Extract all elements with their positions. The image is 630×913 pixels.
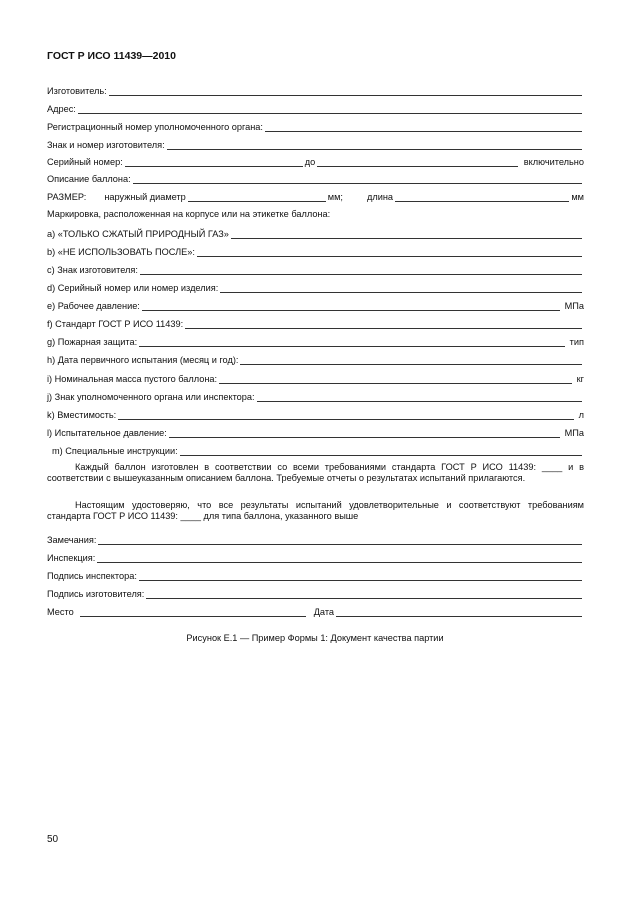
marking-item-g bbox=[47, 335, 584, 347]
authority-reg-row bbox=[47, 120, 584, 132]
cylinder-desc-label: Описание баллона: bbox=[47, 174, 131, 184]
compliance-paragraph bbox=[47, 462, 584, 484]
manufacturer-signature-label: Подпись изготовителя: bbox=[47, 589, 145, 599]
marking-intro: Маркировка, расположенная на корпусе или на этикетке баллона: bbox=[47, 209, 331, 219]
marking-item-j bbox=[47, 390, 584, 402]
marking-unit-e: МПа bbox=[564, 301, 584, 311]
marking-label-d: d) Серийный номер или номер изделия: bbox=[47, 283, 219, 293]
compliance-text: Каждый баллон изготовлен в соответствии со всеми требованиями стандарта ГОСТ Р ИСО 11439: ____ и в соответствии с вышеуказанным описанием баллона. Требуемые отчеты о результатах испытаний прилагаются. bbox=[47, 462, 584, 483]
marking-unit-g: тип bbox=[569, 337, 584, 347]
manufacturer-mark-label: Знак и номер изготовителя: bbox=[47, 140, 165, 150]
document-header: ГОСТ Р ИСО 11439—2010 bbox=[47, 50, 176, 62]
size-label: РАЗМЕР: bbox=[47, 192, 87, 202]
serial-row bbox=[47, 155, 584, 167]
marking-label-a: a) «ТОЛЬКО СЖАТЫЙ ПРИРОДНЫЙ ГАЗ» bbox=[47, 229, 229, 239]
marking-unit-l: МПа bbox=[564, 428, 584, 438]
marking-label-e: e) Рабочее давление: bbox=[47, 301, 140, 311]
outer-diameter-field[interactable] bbox=[188, 192, 326, 202]
serial-to-label: до bbox=[304, 157, 316, 167]
marking-field-e[interactable] bbox=[142, 301, 560, 311]
figure-caption: Рисунок Е.1 — Пример Формы 1: Документ качества партии bbox=[186, 633, 444, 643]
mm-unit-2: мм bbox=[571, 192, 584, 202]
marking-item-a bbox=[47, 227, 584, 239]
address-row bbox=[47, 102, 584, 114]
size-row bbox=[47, 190, 584, 202]
remarks-label: Замечания: bbox=[47, 535, 97, 545]
marking-label-j: j) Знак уполномоченного органа или инспектора: bbox=[47, 392, 255, 402]
marking-item-f bbox=[47, 317, 584, 329]
mm-unit-1: мм; bbox=[327, 192, 343, 202]
cylinder-desc-row bbox=[47, 172, 584, 184]
marking-field-i[interactable] bbox=[219, 374, 572, 384]
marking-field-d[interactable] bbox=[220, 283, 582, 293]
manufacturer-mark-row bbox=[47, 138, 584, 150]
marking-item-i bbox=[47, 372, 584, 384]
marking-field-h[interactable] bbox=[240, 355, 582, 365]
inspection-field[interactable] bbox=[97, 553, 582, 563]
date-label: Дата bbox=[313, 607, 335, 617]
marking-label-m: m) Специальные инструкции: bbox=[52, 446, 178, 456]
date-field[interactable] bbox=[336, 607, 582, 617]
marking-field-g[interactable] bbox=[139, 337, 564, 347]
marking-field-m[interactable] bbox=[180, 446, 582, 456]
address-field[interactable] bbox=[78, 104, 582, 114]
inspector-signature-field[interactable] bbox=[139, 571, 582, 581]
certification-text: Настоящим удостоверяю, что все результаты испытаний удовлетворительные и соответствуют требованиям стандарта ГОСТ Р ИСО 11439: ____ для типа баллона, указанного выше bbox=[47, 500, 584, 521]
marking-label-g: g) Пожарная защита: bbox=[47, 337, 138, 347]
place-label: Место bbox=[47, 607, 74, 617]
length-field[interactable] bbox=[395, 192, 569, 202]
marking-item-b bbox=[47, 245, 584, 257]
marking-field-j[interactable] bbox=[257, 392, 582, 402]
remarks-field[interactable] bbox=[98, 535, 582, 545]
serial-label: Серийный номер: bbox=[47, 157, 123, 167]
marking-field-b[interactable] bbox=[197, 247, 582, 257]
marking-unit-i: кг bbox=[576, 374, 584, 384]
marking-item-m bbox=[52, 444, 584, 456]
serial-to-field[interactable] bbox=[317, 157, 518, 167]
outer-diameter-label: наружный диаметр bbox=[104, 192, 186, 202]
place-field[interactable] bbox=[80, 607, 306, 617]
marking-label-c: c) Знак изготовителя: bbox=[47, 265, 138, 275]
manufacturer-row bbox=[47, 84, 584, 96]
inspection-label: Инспекция: bbox=[47, 553, 96, 563]
marking-field-l[interactable] bbox=[169, 428, 560, 438]
marking-label-i: i) Номинальная масса пустого баллона: bbox=[47, 374, 218, 384]
remarks-row bbox=[47, 533, 584, 545]
cylinder-desc-field[interactable] bbox=[133, 174, 582, 184]
address-label: Адрес: bbox=[47, 104, 76, 114]
place-date-row bbox=[47, 605, 584, 617]
manufacturer-signature-field[interactable] bbox=[146, 589, 582, 599]
serial-inclusive-label: включительно bbox=[523, 157, 584, 167]
marking-item-l bbox=[47, 426, 584, 438]
marking-label-f: f) Стандарт ГОСТ Р ИСО 11439: bbox=[47, 319, 184, 329]
marking-label-b: b) «НЕ ИСПОЛЬЗОВАТЬ ПОСЛЕ»: bbox=[47, 247, 195, 257]
inspection-row bbox=[47, 551, 584, 563]
marking-field-c[interactable] bbox=[140, 265, 582, 275]
inspector-signature-label: Подпись инспектора: bbox=[47, 571, 137, 581]
authority-reg-field[interactable] bbox=[265, 122, 582, 132]
marking-label-k: k) Вместимость: bbox=[47, 410, 117, 420]
marking-label-l: l) Испытательное давление: bbox=[47, 428, 167, 438]
marking-item-k bbox=[47, 408, 584, 420]
length-label: длина bbox=[366, 192, 394, 202]
marking-item-d bbox=[47, 281, 584, 293]
authority-reg-label: Регистрационный номер уполномоченного органа: bbox=[47, 122, 263, 132]
page-number: 50 bbox=[47, 834, 59, 845]
serial-from-field[interactable] bbox=[125, 157, 303, 167]
marking-item-c bbox=[47, 263, 584, 275]
marking-field-f[interactable] bbox=[185, 319, 582, 329]
marking-field-k[interactable] bbox=[118, 410, 573, 420]
manufacturer-field[interactable] bbox=[109, 86, 582, 96]
marking-unit-k: л bbox=[578, 410, 584, 420]
manufacturer-label: Изготовитель: bbox=[47, 86, 107, 96]
marking-label-h: h) Дата первичного испытания (месяц и год): bbox=[47, 355, 239, 365]
marking-item-e bbox=[47, 299, 584, 311]
inspector-signature-row bbox=[47, 569, 584, 581]
marking-field-a[interactable] bbox=[231, 229, 582, 239]
manufacturer-signature-row bbox=[47, 587, 584, 599]
certification-paragraph bbox=[47, 500, 584, 522]
manufacturer-mark-field[interactable] bbox=[167, 140, 582, 150]
marking-item-h bbox=[47, 353, 584, 365]
